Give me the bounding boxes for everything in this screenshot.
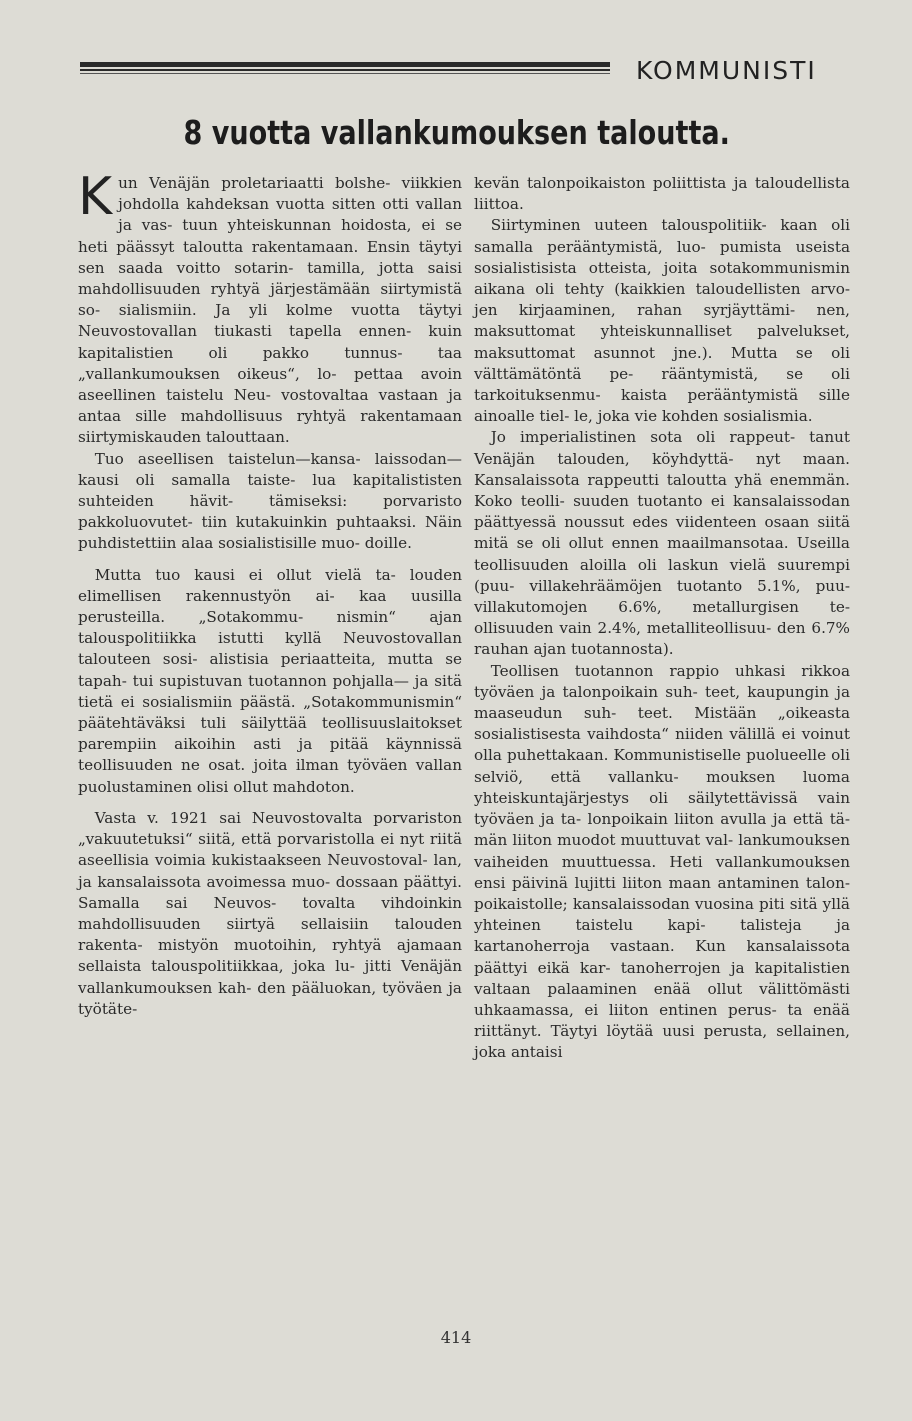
paragraph-6: Siirtyminen uuteen talouspolitiik- kaan oli samalla perääntymistä, luo- pumista useista sosialistisista otteista, joita sotakommunismin aikana oli tehty (kaikkien taloudellisten arvo- jen kirjaaminen, rahan syrjäyttämi- nen, maksuttomat yhteiskunnalliset palvelukset, maksuttomat asunnot jne.). Mutta se oli välttämätöntä pe- rääntymistä, se oli tarkoituksenmu- kaista perääntymistä sille ainoalle tiel- le, joka vie kohden sosialismia.	[474, 216, 850, 426]
drop-cap: K	[78, 167, 113, 227]
article-title: 8 vuotta vallankumouksen taloutta.	[183, 113, 730, 152]
paragraph-3: Mutta tuo kausi ei ollut vielä ta- louden elimellisen rakennustyön ai- kaa uusilla perusteilla. „Sotakommu- nismin“ ajan talouspolitiikka istutti kyllä Neuvostovallan talouteen sosi- alistisia periaatteita, mutta se tapah- tui supistuvan tuotannon pohjalla— ja sitä tietä ei sosialismiin päästä. „Sotakommunismin“ päätehtäväksi tuli säilyttää teollisuuslaitokset parempiin aikoihin asti ja pitää käynnissä teollisuuden ne osat. joita ilman työväen vallan puolustaminen olisi ollut mahdoton.	[78, 565, 462, 796]
header-rule-thin	[80, 69, 610, 71]
paragraph-5: kevän talonpoikaiston poliittista ja taloudellista liittoa.	[474, 174, 850, 214]
header-rule-thick	[80, 62, 610, 67]
running-title: KOMMUNISTI	[636, 56, 817, 85]
paragraph-1	[78, 167, 462, 449]
paragraph-1-text: un Venäjän proletariaatti bolshe- viikkien johdolla kahdeksan vuotta sitten otti vallan ja vas- tuun yhteiskunnan hoidosta, ei se heti päässyt taloutta rakentamaan. Ensin täytyi sen saada voitto sotarin- tamilla, jotta saisi mahdollisuuden ryhtyä järjestämään siirtymistä so- sialismiin. Ja yli kolme vuotta täytyi Neuvostovallan tiukasti tapella ennen- kuin kapitalistien oli pakko tunnus- taa „vallankumouksen oikeus“, lo- pettaa avoin aseellinen taistelu Neu- vostovaltaa vastaan ja antaa sille mahdollisuus ryhtyä rakentamaan siirtymiskauden talouttaan.	[78, 174, 462, 447]
left-column	[78, 167, 462, 1020]
header-rule-hairline	[80, 73, 610, 74]
right-column	[474, 173, 850, 1064]
paragraph-8: Teollisen tuotannon rappio uhkasi rikkoa työväen ja talonpoikain suh- teet, kaupungin ja maaseudun suh- teet. Mistään „oikeasta sosialistisesta vaihdosta“ niiden välillä ei voinut olla puhettakaan. Kommunistiselle puolueelle oli selviö, että vallanku- mouksen luoma yhteiskuntajärjestys oli säilytettävissä vain työväen ja ta- lonpoikain liiton avulla ja että tä- män liiton muodot muuttuvat val- lankumouksen vaiheiden muuttuessa. Heti vallankumouksen ensi päivinä lujitti liiton maan antaminen talon- poikaistolle; kansalaissodan vuosina piti sitä yllä yhteinen taistelu kapi- talisteja ja kartanoherroja vastaan. Kun kansalaissota päättyi eikä kar- tanoherrojen ja kapitalistien valtaan palaaminen enää ollut välittömästi uhkaamassa, ei liiton entinen perus- ta enää riittänyt. Täytyi löytää uusi perusta, sellainen, joka antaisi	[474, 661, 850, 1062]
header-rule	[80, 62, 610, 76]
paragraph-4: Vasta v. 1921 sai Neuvostovalta porvariston „vakuutetuksi“ siitä, että porvaristolla ei nyt riitä aseellisia voimia kukistaakseen Neuvostoval- lan, ja kansalaissota avoimessa muo- dossaan päättyi. Samalla sai Neuvos- tovalta vihdoinkin mahdollisuuden siirtyä sellaisiin talouden rakenta- mistyön muotoihin, ryhtyä ajamaan sellaista talouspolitiikkaa, joka lu- jitti Venäjän vallankumouksen kah- den pääluokan, työväen ja työtäte-	[78, 808, 462, 1018]
paragraph-7: Jo imperialistinen sota oli rappeut- tanut Venäjän talouden, köyhdyttä- nyt maan. Kansalaissota rappeutti taloutta yhä enemmän. Koko teolli- suuden tuotanto ei kansalaissodan päättyessä noussut edes viidenteen osaan siitä mitä se oli ollut ennen maailmansotaa. Useilla teollisuuden aloilla oli laskun vielä suurempi (puu- villakehräämöjen tuotanto 5.1%, puu- villakutomojen 6.6%, metallurgisen te- ollisuuden vain 2.4%, metalliteollisuu- den 6.7% rauhan ajan tuotannosta).	[474, 428, 850, 659]
page-number: 414	[440, 1328, 472, 1347]
paragraph-2: Tuo aseellisen taistelun—kansa- laissodan—kausi oli samalla taiste- lua kapitalististen suhteiden hävit- tämiseksi: porvaristo pakkoluovutet- tiin kutakuinkin puhtaaksi. Näin puhdistettiin alaa sosialistisille muo- doille.	[78, 449, 462, 553]
